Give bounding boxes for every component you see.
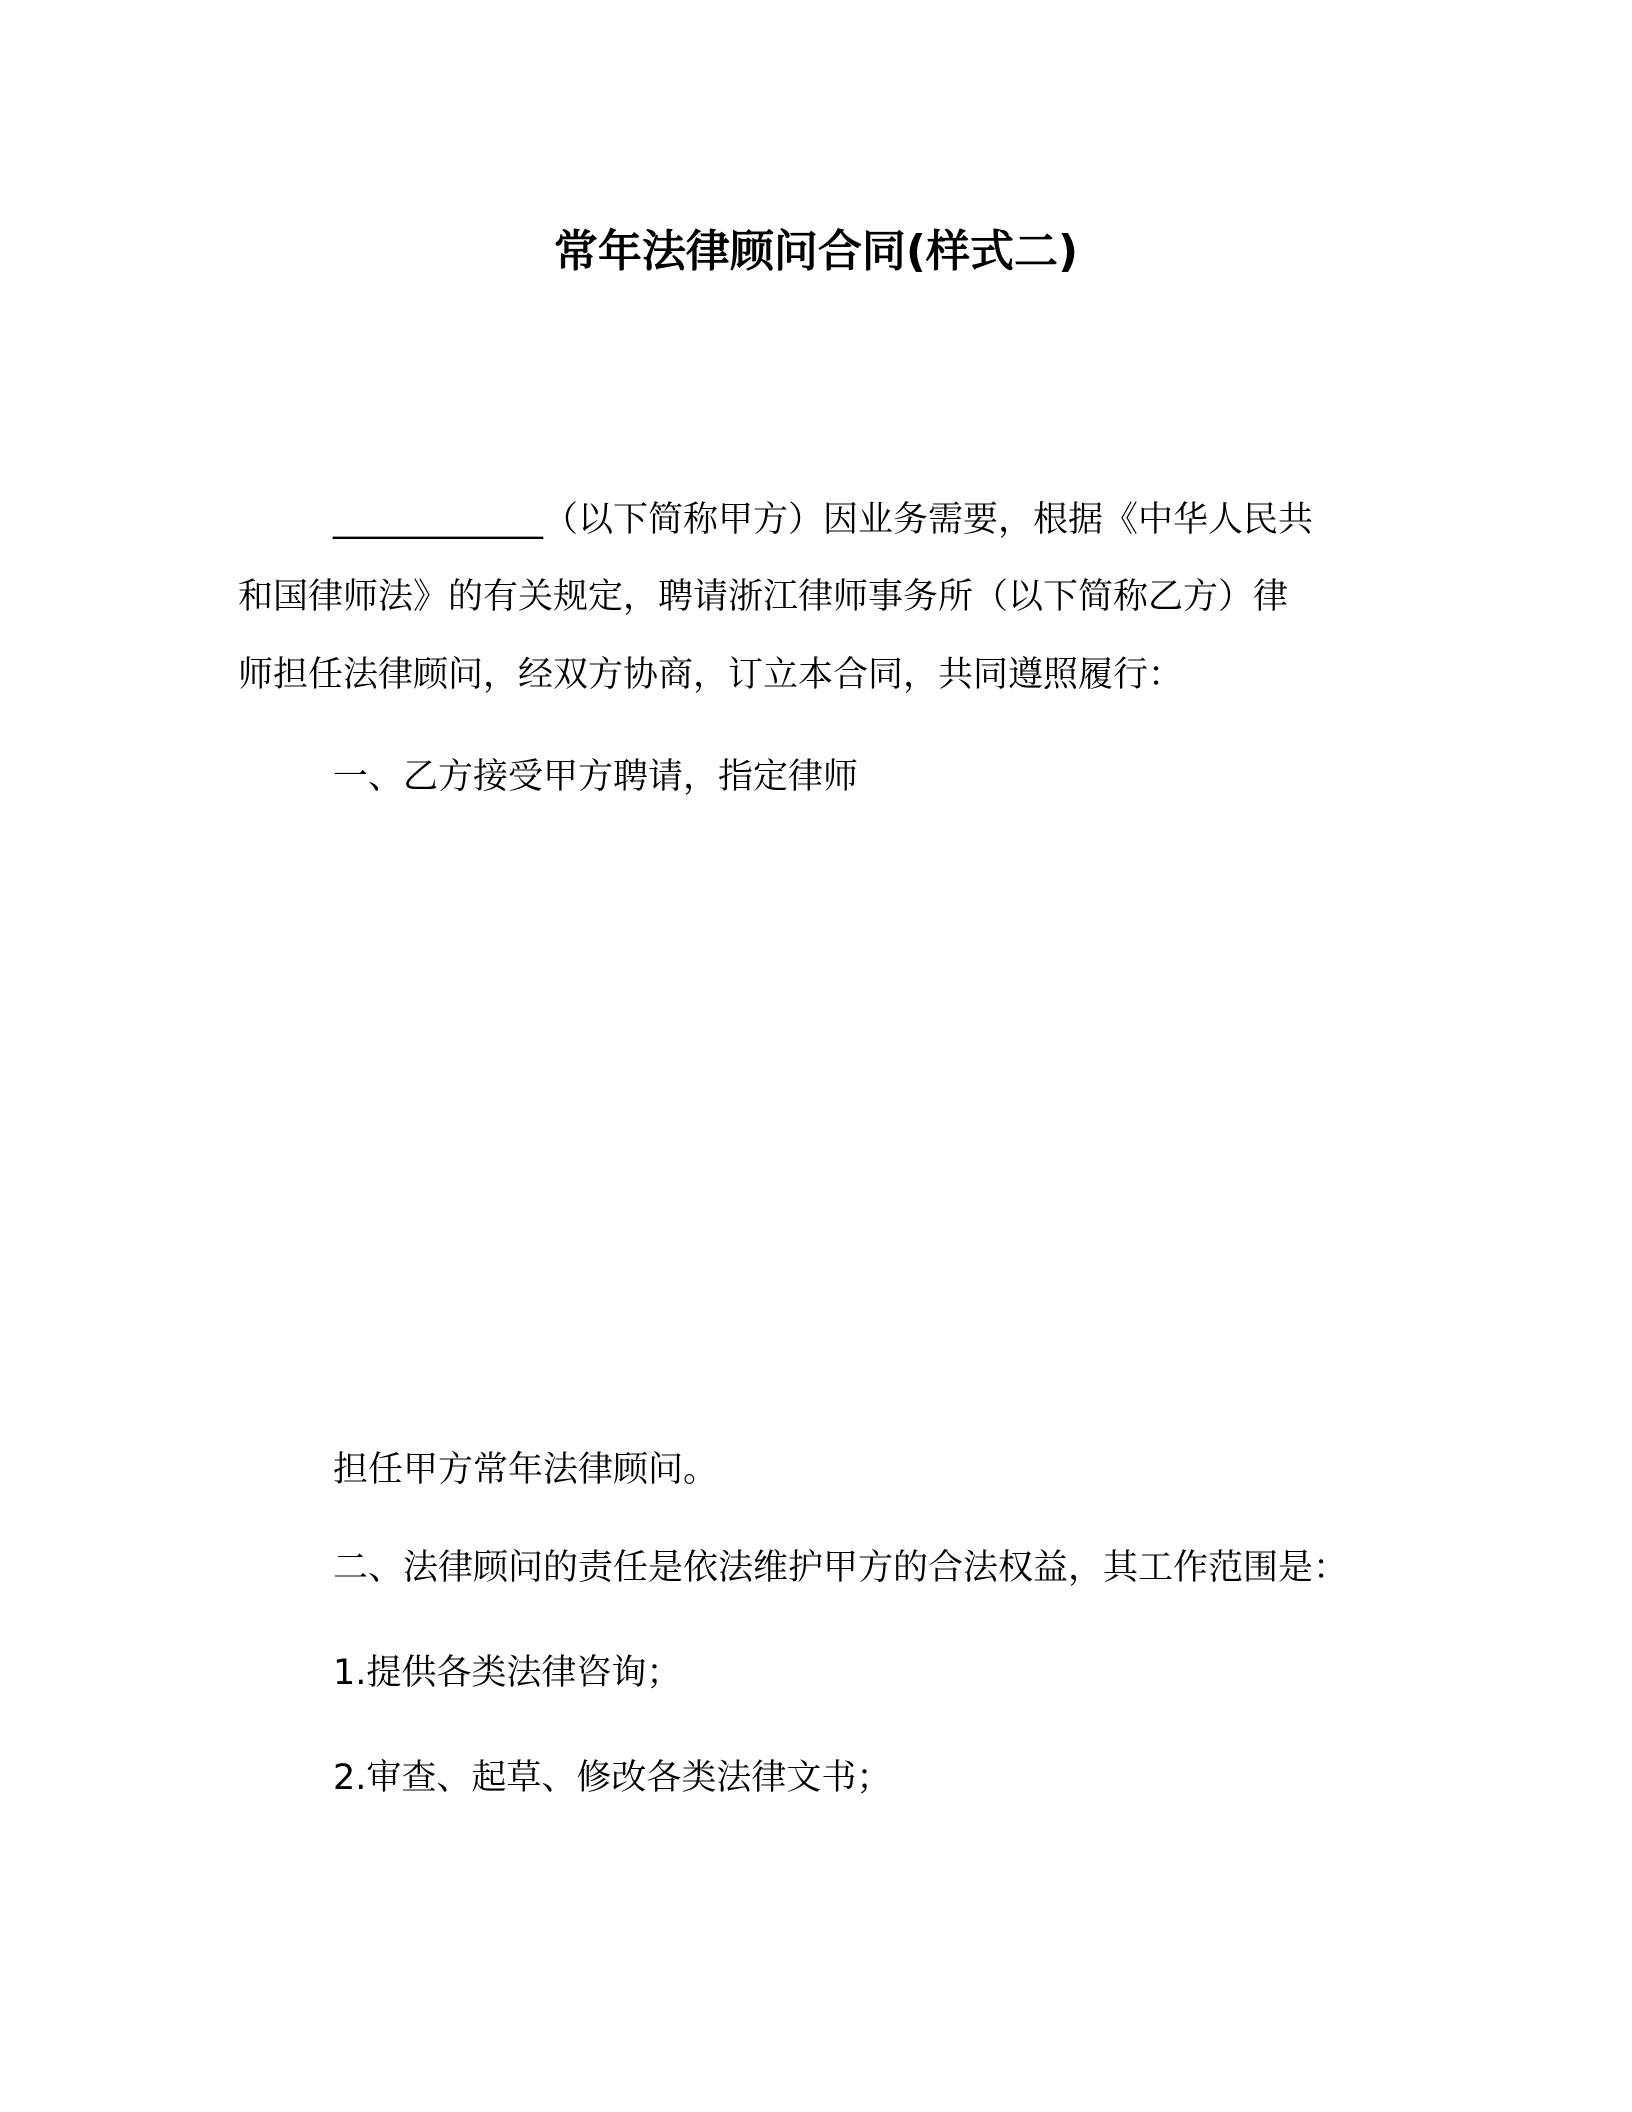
paragraph1-line1 (333, 495, 1313, 545)
paragraph1-line1-text: （以下简称甲方）因业务需要，根据《中华人民共 (543, 500, 1314, 540)
document-title: 常年法律顾问合同(样式二) (553, 226, 1079, 277)
clause2-heading: 二、法律顾问的责任是依法维护甲方的合法权益，其工作范围是： (333, 1548, 1349, 1588)
party-a-blank: ____________ (333, 500, 543, 540)
clause1-line1: 一、乙方接受甲方聘请，指定律师 (333, 757, 859, 797)
paragraph1-line3: 师担任法律顾问，经双方协商，订立本合同，共同遵照履行： (238, 655, 1184, 695)
clause2-item: 2.审查、起草、修改各类法律文书； (333, 1758, 892, 1798)
clause2-item: 1.提供各类法律咨询； (333, 1653, 682, 1693)
clause1-line2: 担任甲方常年法律顾问。 (333, 1450, 719, 1490)
paragraph1-line2: 和国律师法》的有关规定，聘请浙江律师事务所（以下简称乙方）律 (238, 577, 1289, 617)
